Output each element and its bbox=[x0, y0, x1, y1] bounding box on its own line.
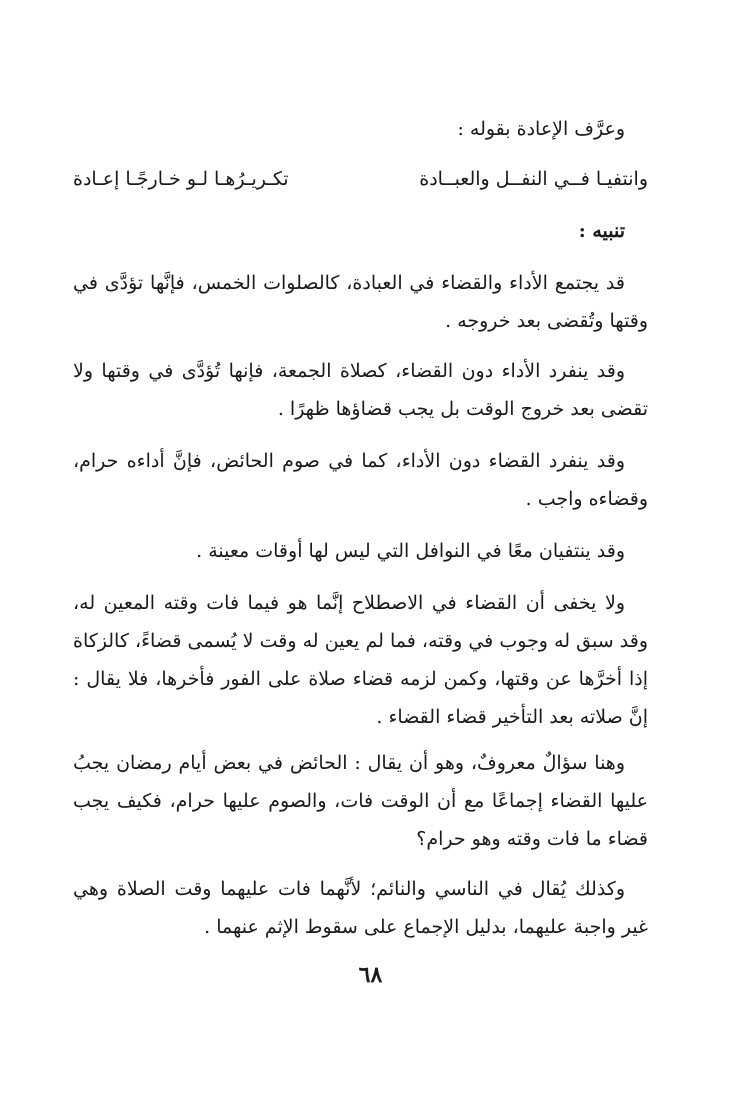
paragraph-text: وقد ينتفيان معًا في النوافل التي ليس لها أوقات معينة . bbox=[196, 540, 625, 562]
paragraph-2 bbox=[73, 352, 648, 428]
paragraph-text: وكذلك يُقال في الناسي والنائم؛ لأنَّهما فات عليهما وقت الصلاة وهي غير واجبة عليهما، بدليل الإجماع على سقوط الإثم عنهما . bbox=[73, 878, 648, 938]
paragraph-text: قد يجتمع الأداء والقضاء في العبادة، كالصلوات الخمس، فإنَّها تؤدَّى في وقتها وتُقضى بعد خروجه . bbox=[73, 272, 648, 332]
verse-first-hemistich: وانتفيـا فــي النفــل والعبــادة bbox=[419, 168, 648, 190]
page-number: ٦٨ bbox=[358, 962, 383, 988]
paragraph-3 bbox=[73, 442, 648, 518]
poem-verse bbox=[73, 160, 648, 198]
verse-second-hemistich: تكـريـرُهـا لـو خـارجًـا إعـادة bbox=[73, 168, 289, 190]
paragraph-7 bbox=[73, 870, 648, 946]
paragraph-1 bbox=[73, 264, 648, 340]
paragraph-text: ولا يخفى أن القضاء في الاصطلاح إنَّما هو فيما فات وقته المعين له، وقد سبق له وجوب في وقته، فما لم يعين له وقت لا يُسمى قضاءً، كالزكاة إذا أخرَّها عن وقتها، وكمن لزمه قضاء صلاة على الفور فأخرها، فلا يقال : إنَّ صلاته بعد التأخير قضاء القضاء . bbox=[73, 592, 648, 728]
paragraph-5 bbox=[73, 584, 648, 736]
paragraph-text: وقد ينفرد الأداء دون القضاء، كصلاة الجمعة، فإنها تُؤدَّى في وقتها ولا تقضى بعد خروج الوقت بل يجب قضاؤها ظهرًا . bbox=[73, 360, 648, 420]
paragraph-6 bbox=[73, 744, 648, 858]
paragraph-text: وقد ينفرد القضاء دون الأداء، كما في صوم الحائض، فإنَّ أداءه حرام، وقضاءه واجب . bbox=[73, 450, 648, 510]
paragraph-4 bbox=[73, 532, 648, 570]
intro-line bbox=[73, 110, 648, 148]
note-heading: تنبيه : bbox=[578, 220, 625, 242]
note-heading-block bbox=[73, 212, 648, 250]
intro-text: وعرَّف الإعادة بقوله : bbox=[457, 118, 625, 140]
paragraph-text: وهنا سؤالٌ معروفٌ، وهو أن يقال : الحائض في بعض أيام رمضان يجبُ عليها القضاء إجماعًا مع أن الوقت فات، والصوم عليها حرام، فكيف يجب قضاء ما فات وقته وهو حرام؟ bbox=[73, 752, 648, 850]
